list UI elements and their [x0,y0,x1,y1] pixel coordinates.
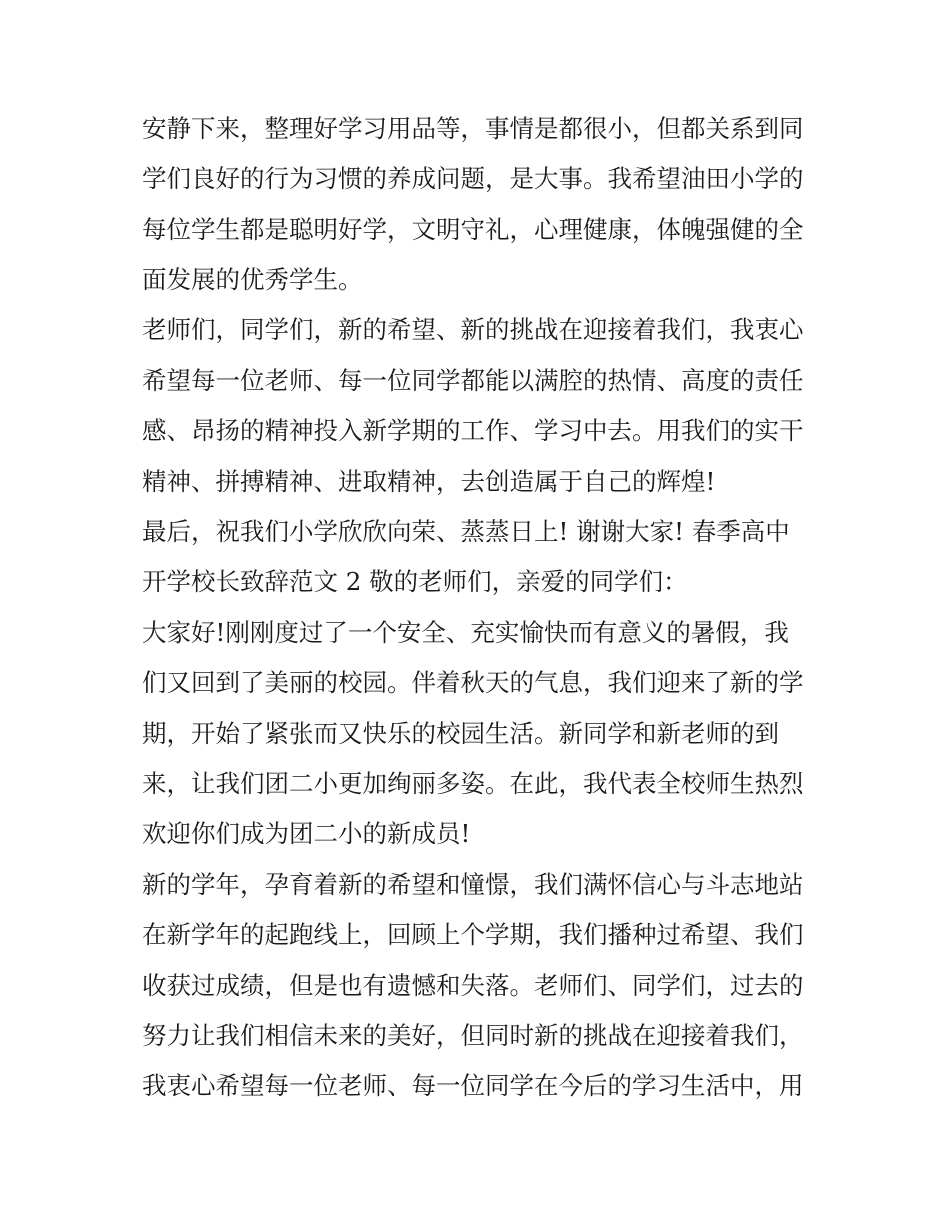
text-line: 感、昂扬的精神投入新学期的工作、学习中去。用我们的实干 [142,416,804,445]
text-line: 欢迎你们成为团二小的新成员! [142,819,471,848]
text-line: 我衷心希望每一位老师、每一位同学在今后的学习生活中，用 [142,1071,804,1100]
text-line: 努力让我们相信未来的美好，但同时新的挑战在迎接着我们， [142,1021,804,1050]
text-line: 们又回到了美丽的校园。伴着秋天的气息，我们迎来了新的学 [142,668,804,697]
text-line: 新的学年，孕育着新的希望和憧憬，我们满怀信心与斗志地站 [142,870,804,899]
text-line: 精神、拼搏精神、进取精神，去创造属于自己的辉煌! [142,467,716,496]
text-line: 开学校长致辞范文 2 敬的老师们，亲爱的同学们： [142,567,688,596]
text-line: 在新学年的起跑线上，回顾上个学期，我们播种过希望、我们 [142,920,804,949]
text-line: 来，让我们团二小更加绚丽多姿。在此，我代表全校师生热烈 [142,769,804,798]
text-line: 最后，祝我们小学欣欣向荣、蒸蒸日上! 谢谢大家! 春季高中 [142,517,790,546]
text-line: 希望每一位老师、每一位同学都能以满腔的热情、高度的责任 [142,366,804,395]
text-line: 每位学生都是聪明好学，文明守礼，心理健康，体魄强健的全 [142,215,804,244]
text-line: 收获过成绩，但是也有遗憾和失落。老师们、同学们，过去的 [142,971,804,1000]
text-line: 安静下来，整理好学习用品等，事情是都很小，但都关系到同 [142,114,804,143]
text-line: 面发展的优秀学生。 [142,265,363,294]
text-line: 老师们，同学们，新的希望、新的挑战在迎接着我们，我衷心 [142,315,804,344]
text-line: 期，开始了紧张而又快乐的校园生活。新同学和新老师的到 [142,719,779,748]
text-line: 学们良好的行为习惯的养成问题，是大事。我希望油田小学的 [142,164,804,193]
text-line: 大家好!刚刚度过了一个安全、充实愉快而有意义的暑假，我 [142,618,789,647]
